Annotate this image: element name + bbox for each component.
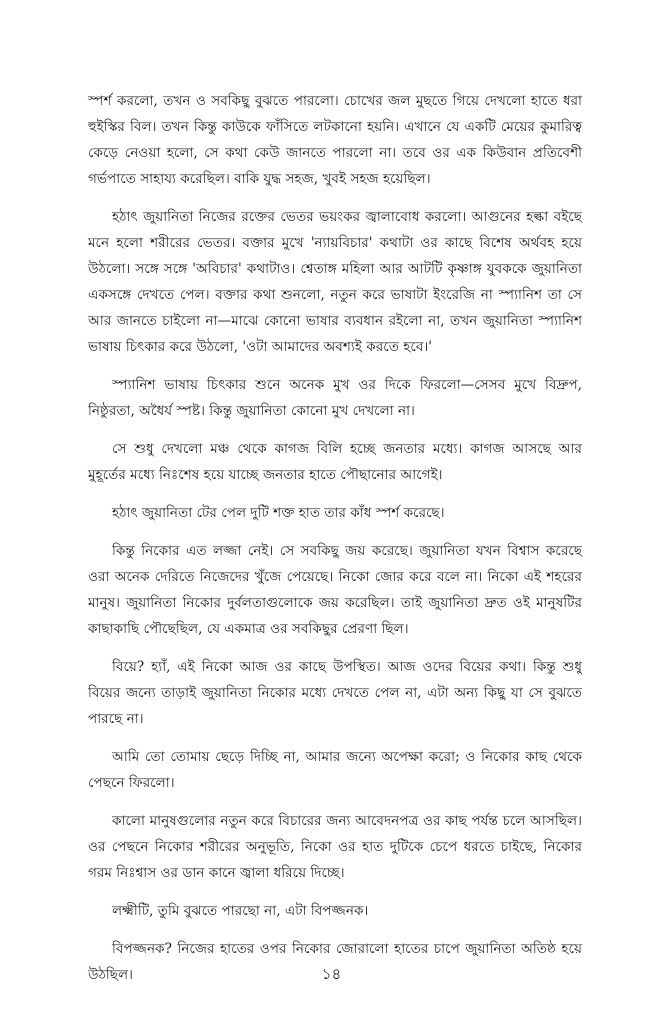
paragraph-10: লক্ষ্মীটি, তুমি বুঝতে পারছো না, এটা বিপজ্জনক।: [112, 903, 369, 919]
paragraph-6: কিন্তু নিকোর এত লজ্জা নেই। সে সবকিছু জয় করেছে। জুয়ানিতা যখন বিশ্বাস করেছে ওরা অনেক দেরিতে নিজেদের খুঁজে পেয়েছে। নিকো জোর করে বলে না। নিকো এই শহরের মানুষ। জুয়ানিতা নিকোর দুর্বলতাগুলোকে জয় করেছিল। তাই জুয়ানিতা দ্রুত ওই মানুষটির কাছাকাছি পৌছেছিল, যে একমাত্র ওর সবকিছুর প্রেরণা ছিল।: [88, 543, 582, 637]
paragraph-3: স্প্যানিশ ভাষায় চিৎকার শুনে অনেক মুখ ওর দিকে ফিরলো—সেসব মুখে বিদ্রুপ, নিষ্ঠুরতা, অধৈর্য স্পষ্ট। কিন্তু জুয়ানিতা কোনো মুখ দেখলো না।: [88, 377, 582, 419]
paragraph-8: আমি তো তোমায় ছেড়ে দিচ্ছি না, আমার জন্যে অপেক্ষা করো; ও নিকোর কাছ থেকে পেছনে ফিরলো।: [88, 749, 582, 791]
paragraph-4: সে শুধু দেখলো মঞ্চ থেকে কাগজ বিলি হচ্ছে জনতার মধ্যে। কাগজ আসছে আর মুহূর্তের মধ্যে নিঃশেষ হয়ে যাচ্ছে জনতার হাতে পৌছানোর আগেই।: [88, 441, 582, 483]
paragraph-9: কালো মানুষগুলোর নতুন করে বিচারের জন্য আবেদনপত্র ওর কাছ পর্যন্ত চলে আসছিল। ওর পেছনে নিকোর শরীরের অনুভূতি, নিকো ওর হাত দুটিকে চেপে ধরতে চাইছে, নিকোর গরম নিঃশ্বাস ওর ডান কানে জ্বালা ধরিয়ে দিচ্ছে।: [88, 813, 582, 881]
paragraph-7: বিয়ে? হ্যাঁ, এই নিকো আজ ওর কাছে উপস্থিত। আজ ওদের বিয়ের কথা। কিন্তু শুধু বিয়ের জন্যে তাড়াই জুয়ানিতা নিকোর মধ্যে দেখতে পেল না, এটা অন্য কিছু যা সে বুঝতে পারছে না।: [88, 659, 582, 727]
paragraph-5: হঠাৎ জুয়ানিতা টের পেল দুটি শক্ত হাত তার কাঁধ স্পর্শ করেছে।: [112, 505, 445, 521]
page-number: ১৪: [321, 965, 342, 983]
page-body: [88, 88, 582, 1000]
paragraph-2: হঠাৎ জুয়ানিতা নিজের রক্তের ভেতর ভয়ংকর জ্বালাবোধ করলো। আগুনের হল্কা বইছে মনে হলো শরীরের ভেতর। বক্তার মুখে 'ন্যায়বিচার' কথাটা ওর কাছে বিশেষ অর্থবহ হয়ে উঠলো। সঙ্গে সঙ্গে 'অবিচার' কথাটাও। শ্বেতাঙ্গ মহিলা আর আটটি কৃষ্ণাঙ্গ যুবককে জুয়ানিতা একসঙ্গে দেখতে পেল। বক্তার কথা শুনলো, নতুন করে ভাষাটা ইংরেজি না স্প্যানিশ তা সে আর জানতে চাইলো না—মাঝে কোনো ভাষার ব্যবধান রইলো না, তখন জুয়ানিতা স্প্যানিশ ভাষায় চিৎকার করে উঠলো, 'ওটা আমাদের অবশ্যই করতে হবে।': [88, 209, 582, 355]
paragraph-1: স্পর্শ করলো, তখন ও সবকিছু বুঝতে পারলো। চোখের জল মুছতে গিয়ে দেখলো হাতে ধরা হুইস্কির বিল। তখন কিন্তু কাউকে ফাঁসিতে লটকানো হয়নি। এখানে যে একটি মেয়ের কুমারিত্ব কেড়ে নেওয়া হলো, সে কথা কেউ জানতে পারলো না। তবে ওর এক কিউবান প্রতিবেশী গর্ভপাতে সাহায্য করেছিল। বাকি যুদ্ধ সহজ, খুবই সহজ হয়েছিল।: [88, 93, 582, 187]
paragraph-11: বিপজ্জনক? নিজের হাতের ওপর নিকোর জোরালো হাতের চাপে জুয়ানিতা অতিষ্ঠ হয়ে উঠছিল।: [88, 941, 582, 983]
